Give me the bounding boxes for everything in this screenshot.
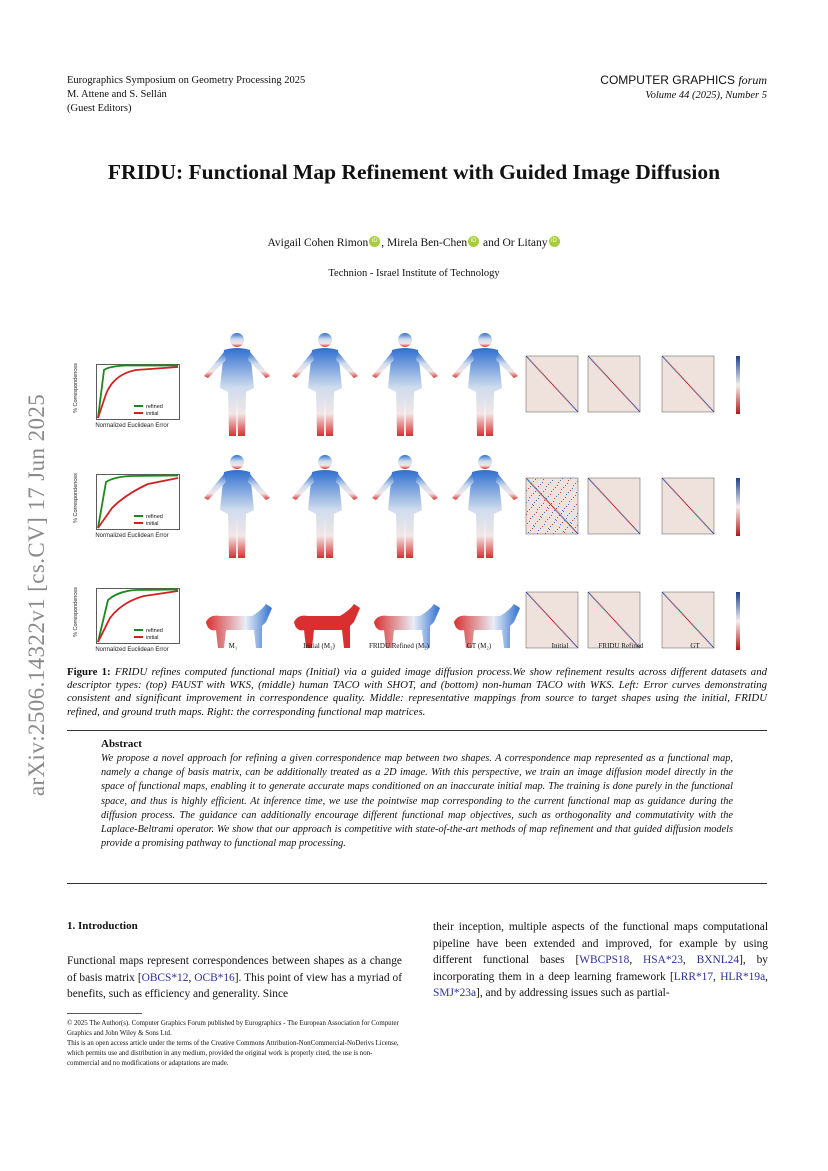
figure-caption [67, 666, 767, 719]
functional-map-matrix [660, 354, 716, 418]
citation-link[interactable]: LRR*17 [673, 970, 714, 983]
plot-legend: refined initial [134, 404, 163, 418]
citation-link[interactable]: HLR*19a [720, 970, 766, 983]
intro-left-column: Functional maps represent correspondences between shapes as a change of basis matrix [OBCS*12, OCB*16]. This point of view has a myriad of benefits, such as efficiency and generality. Since [67, 955, 402, 1000]
column-caption: M₁ [228, 642, 238, 650]
plot-legend: refined initial [134, 628, 163, 642]
colorbar [734, 590, 748, 654]
orcid-icon[interactable]: iD [369, 236, 380, 247]
human-shape-render [196, 330, 278, 440]
abstract-text: We propose a novel approach for refining a given correspondence map between two shapes. A correspondence map represented as a functional map, namely a change of basis matrix, can be additionally treated as a 2D image. With this perspective, we train an image diffusion model directly in the space of functional maps, enabling it to generate accurate maps conditioned on an inaccurate initial map. The training is done purely in the functional space, and thus is highly efficient. At inference time, we use the pointwise map corresponding to the current functional map as guidance during the diffusion process. The guidance can additionally encourage different functional map objectives, such as orthogonality and commutativity with the Laplace-Beltrami operator. We show that our approach is competitive with state-of-the-art methods of map refinement and that guided diffusion models provide a promising pathway to functional map processing. [101, 753, 733, 850]
caption-text: FRIDU refines computed functional maps (Initial) via a guided image diffusion process.We show refinement results across different datasets and descriptor types: (top) FAUST with WKS, (middle) human TACO with SHOT, and (bottom) non-human TACO with WKS. Left: Error curves demonstrating consistent and significant improvement in correspondence quality. Middle: representative mappings from source to target shapes using the initial, FRIDU refined, and ground truth maps. Right: the corresponding functional map matrices. [67, 666, 767, 718]
plot-ylabel: % Correspondences [73, 473, 79, 523]
citation-link[interactable]: OCB*16 [194, 971, 235, 984]
citation-link[interactable]: WBCPS18 [579, 954, 630, 966]
plot-ylabel: % Correspondences [73, 363, 79, 413]
arxiv-id: arXiv:2506.14322v1 [cs.CV] 17 Jun 2025 [24, 393, 49, 797]
colorbar [734, 354, 748, 418]
functional-map-matrix [586, 354, 642, 418]
column-caption: FRIDU Refined (M₂) [369, 642, 429, 650]
footnote-rule [67, 1013, 142, 1014]
author-list [0, 236, 828, 249]
citation-link[interactable]: SMJ*23a [433, 987, 477, 999]
author-name: , Mirela Ben-Chen [381, 237, 468, 249]
functional-map-matrix [586, 476, 642, 540]
colorbar [734, 476, 748, 540]
conference-name: Eurographics Symposium on Geometry Processing 2025 [67, 75, 306, 86]
plot-ylabel: % Correspondences [73, 587, 79, 637]
plot-xlabel: Normalized Euclidean Error [95, 647, 169, 653]
human-shape-render [444, 330, 526, 440]
intro-right-column: their inception, multiple aspects of the functional maps computational pipeline have been extended and improved, for example by using different functional bases [WBCPS18, HSA*23, BXNL24], by incorporating them in a deep learning framework [LRR*17, HLR*19a, SMJ*23a], and by addressing issues such as partial- [433, 921, 768, 999]
human-shape-render [444, 452, 526, 562]
section-heading: 1. Introduction [67, 920, 138, 932]
plot-xlabel: Normalized Euclidean Error [95, 533, 169, 539]
column-caption: GT (M₂) [466, 642, 492, 650]
error-curve-plot [73, 344, 180, 432]
editors: M. Attene and S. Sellán [67, 89, 167, 100]
divider [67, 883, 767, 884]
column-caption: Initial [551, 642, 569, 650]
journal-volume: Volume 44 (2025), Number 5 [645, 90, 767, 101]
affiliation: Technion - Israel Institute of Technology [328, 268, 500, 279]
functional-map-matrix [660, 476, 716, 540]
paper-title: FRIDU: Functional Map Refinement with Guided Image Diffusion [107, 160, 721, 184]
header-right [600, 73, 767, 103]
header-left [67, 74, 305, 116]
journal-name: COMPUTER GRAPHICS forum [600, 73, 767, 87]
human-shape-render [284, 330, 366, 440]
author-name: Avigail Cohen Rimon [267, 237, 369, 249]
teaser-figure [73, 330, 760, 658]
arxiv-sidebar [14, 345, 60, 845]
divider [67, 730, 767, 731]
error-curve-plot [73, 568, 180, 656]
orcid-icon[interactable]: iD [468, 236, 479, 247]
caption-label: Figure 1: [67, 666, 111, 678]
column-caption: FRIDU Refined [598, 642, 644, 650]
orcid-icon[interactable]: iD [549, 236, 560, 247]
functional-map-matrix [524, 476, 580, 540]
functional-map-matrix [524, 354, 580, 418]
citation-link[interactable]: HSA*23 [643, 954, 683, 966]
citation-link[interactable]: OBCS*12 [141, 971, 189, 984]
license-footnote: © 2025 The Author(s). Computer Graphics Forum published by Eurographics - The European Association for Computer Graphics and John Wiley & Sons Ltd. This is an open access article under the terms of the Creative Commons Attribution-NonCommercial-NoDerivs License, which permits use and distribution in any medium, provided the original work is properly cited, the use is non-commercial and no modifications or adaptations are made. [67, 1020, 399, 1067]
column-caption: Initial (M₂) [303, 642, 335, 650]
plot-xlabel: Normalized Euclidean Error [95, 423, 169, 429]
human-shape-render [364, 330, 446, 440]
abstract-heading: Abstract [101, 738, 142, 750]
citation-link[interactable]: BXNL24 [696, 954, 740, 966]
human-shape-render [196, 452, 278, 562]
plot-legend: refined initial [134, 514, 163, 528]
author-name: and Or Litany [480, 237, 548, 249]
column-caption: GT [690, 642, 700, 650]
human-shape-render [284, 452, 366, 562]
guest-editors: (Guest Editors) [67, 103, 132, 114]
human-shape-render [364, 452, 446, 562]
error-curve-plot [73, 454, 180, 542]
